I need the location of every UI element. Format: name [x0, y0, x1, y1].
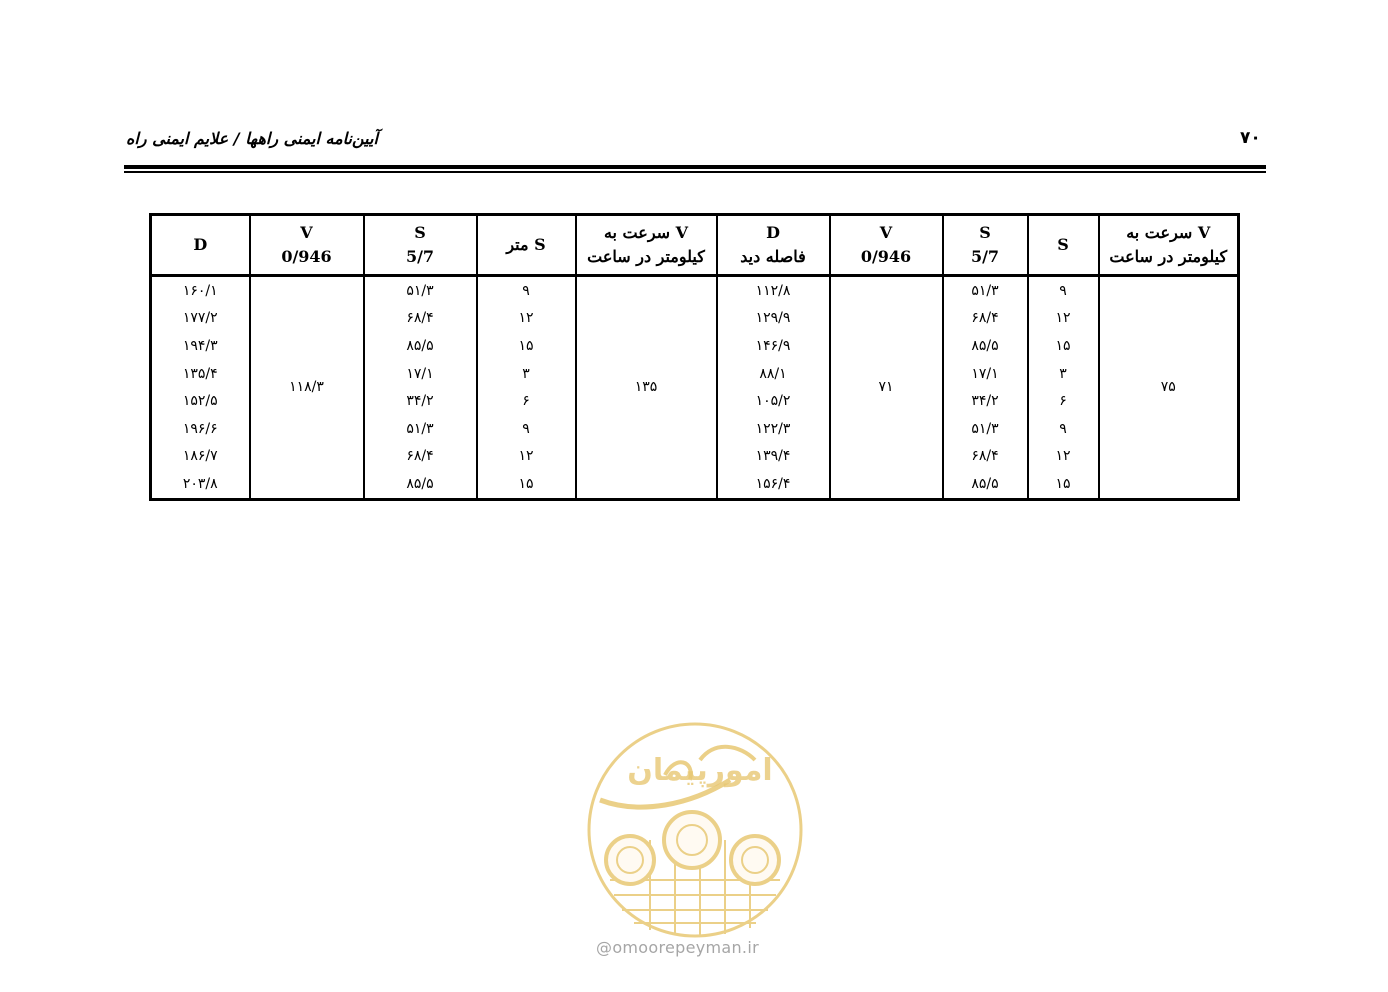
cell-s57-b: ۸۵/۵ [364, 332, 477, 360]
sight-distance-table [149, 213, 1240, 501]
cell-s-a: ۱۵ [1028, 470, 1099, 499]
header-speed-b: V سرعت به کیلومتر در ساعت [576, 215, 717, 276]
table-header-row [151, 215, 1239, 276]
cell-s57-a: ۶۸/۴ [943, 305, 1028, 333]
cell-s57-a: ۳۴/۲ [943, 387, 1028, 415]
cell-s57-b: ۵۱/۳ [364, 415, 477, 443]
cell-d-b: ۱۸۶/۷ [151, 443, 250, 471]
cell-s-a: ۱۵ [1028, 332, 1099, 360]
cell-d-b: ۲۰۳/۸ [151, 470, 250, 499]
cell-d-a: ۱۳۹/۴ [717, 443, 830, 471]
cell-v946-b: ۱۱۸/۳ [250, 276, 364, 500]
cell-s57-b: ۶۸/۴ [364, 305, 477, 333]
cell-s-b: ۱۵ [477, 470, 576, 499]
header-s-b: S متر [477, 215, 576, 276]
cell-d-a: ۱۲۲/۳ [717, 415, 830, 443]
cell-s-b: ۳ [477, 360, 576, 388]
cell-s-a: ۹ [1028, 276, 1099, 305]
header-rule-thin [124, 171, 1266, 173]
cell-s-a: ۱۲ [1028, 305, 1099, 333]
header-v946-b: V 0/946 [250, 215, 364, 276]
running-title: آیین‌نامه ایمنی راهها / علایم ایمنی راه [126, 129, 378, 148]
cell-s57-b: ۶۸/۴ [364, 443, 477, 471]
watermark-logo-text: امورپیمان [627, 753, 773, 788]
cell-s-b: ۱۲ [477, 443, 576, 471]
cell-d-a: ۸۸/۱ [717, 360, 830, 388]
header-speed-a: V سرعت به کیلومتر در ساعت [1099, 215, 1239, 276]
cell-s-a: ۹ [1028, 415, 1099, 443]
cell-speed-a: ۷۵ [1099, 276, 1239, 500]
header-rule-thick [124, 165, 1266, 169]
watermark-logo [580, 720, 810, 970]
table-row [151, 276, 1239, 305]
cell-s57-a: ۵۱/۳ [943, 276, 1028, 305]
cell-speed-b: ۱۳۵ [576, 276, 717, 500]
cell-s-b: ۹ [477, 415, 576, 443]
cell-s-b: ۹ [477, 276, 576, 305]
cell-s57-b: ۱۷/۱ [364, 360, 477, 388]
cell-d-a: ۱۲۹/۹ [717, 305, 830, 333]
cell-d-b: ۱۳۵/۴ [151, 360, 250, 388]
watermark-site: @omoorepeyman.ir [596, 938, 759, 957]
cell-s57-a: ۸۵/۵ [943, 332, 1028, 360]
header-d-a: D فاصله دید [717, 215, 830, 276]
cell-d-b: ۱۹۴/۳ [151, 332, 250, 360]
header-v946-a: V 0/946 [830, 215, 943, 276]
cell-s-a: ۱۲ [1028, 443, 1099, 471]
cell-d-a: ۱۵۶/۴ [717, 470, 830, 499]
cell-s-b: ۶ [477, 387, 576, 415]
cell-s-a: ۳ [1028, 360, 1099, 388]
cell-s-b: ۱۲ [477, 305, 576, 333]
watermark-site-text: omoorepeyman.ir [612, 938, 759, 957]
cell-d-a: ۱۰۵/۲ [717, 387, 830, 415]
cell-d-b: ۱۹۶/۶ [151, 415, 250, 443]
cell-d-a: ۱۴۶/۹ [717, 332, 830, 360]
cell-s57-b: ۳۴/۲ [364, 387, 477, 415]
header-s57-b: S 5/7 [364, 215, 477, 276]
cell-s57-a: ۵۱/۳ [943, 415, 1028, 443]
header-s-a: S [1028, 215, 1099, 276]
cell-d-b: ۱۵۲/۵ [151, 387, 250, 415]
page-number: ۷۰ [1240, 128, 1261, 148]
cell-s-a: ۶ [1028, 387, 1099, 415]
cell-s57-a: ۸۵/۵ [943, 470, 1028, 499]
cell-d-b: ۱۷۷/۲ [151, 305, 250, 333]
cell-d-b: ۱۶۰/۱ [151, 276, 250, 305]
cell-s57-a: ۶۸/۴ [943, 443, 1028, 471]
cell-v946-a: ۷۱ [830, 276, 943, 500]
cell-s-b: ۱۵ [477, 332, 576, 360]
cell-s57-b: ۵۱/۳ [364, 276, 477, 305]
header-d-b: D [151, 215, 250, 276]
header-s57-a: S 5/7 [943, 215, 1028, 276]
cell-s57-a: ۱۷/۱ [943, 360, 1028, 388]
cell-d-a: ۱۱۲/۸ [717, 276, 830, 305]
cell-s57-b: ۸۵/۵ [364, 470, 477, 499]
